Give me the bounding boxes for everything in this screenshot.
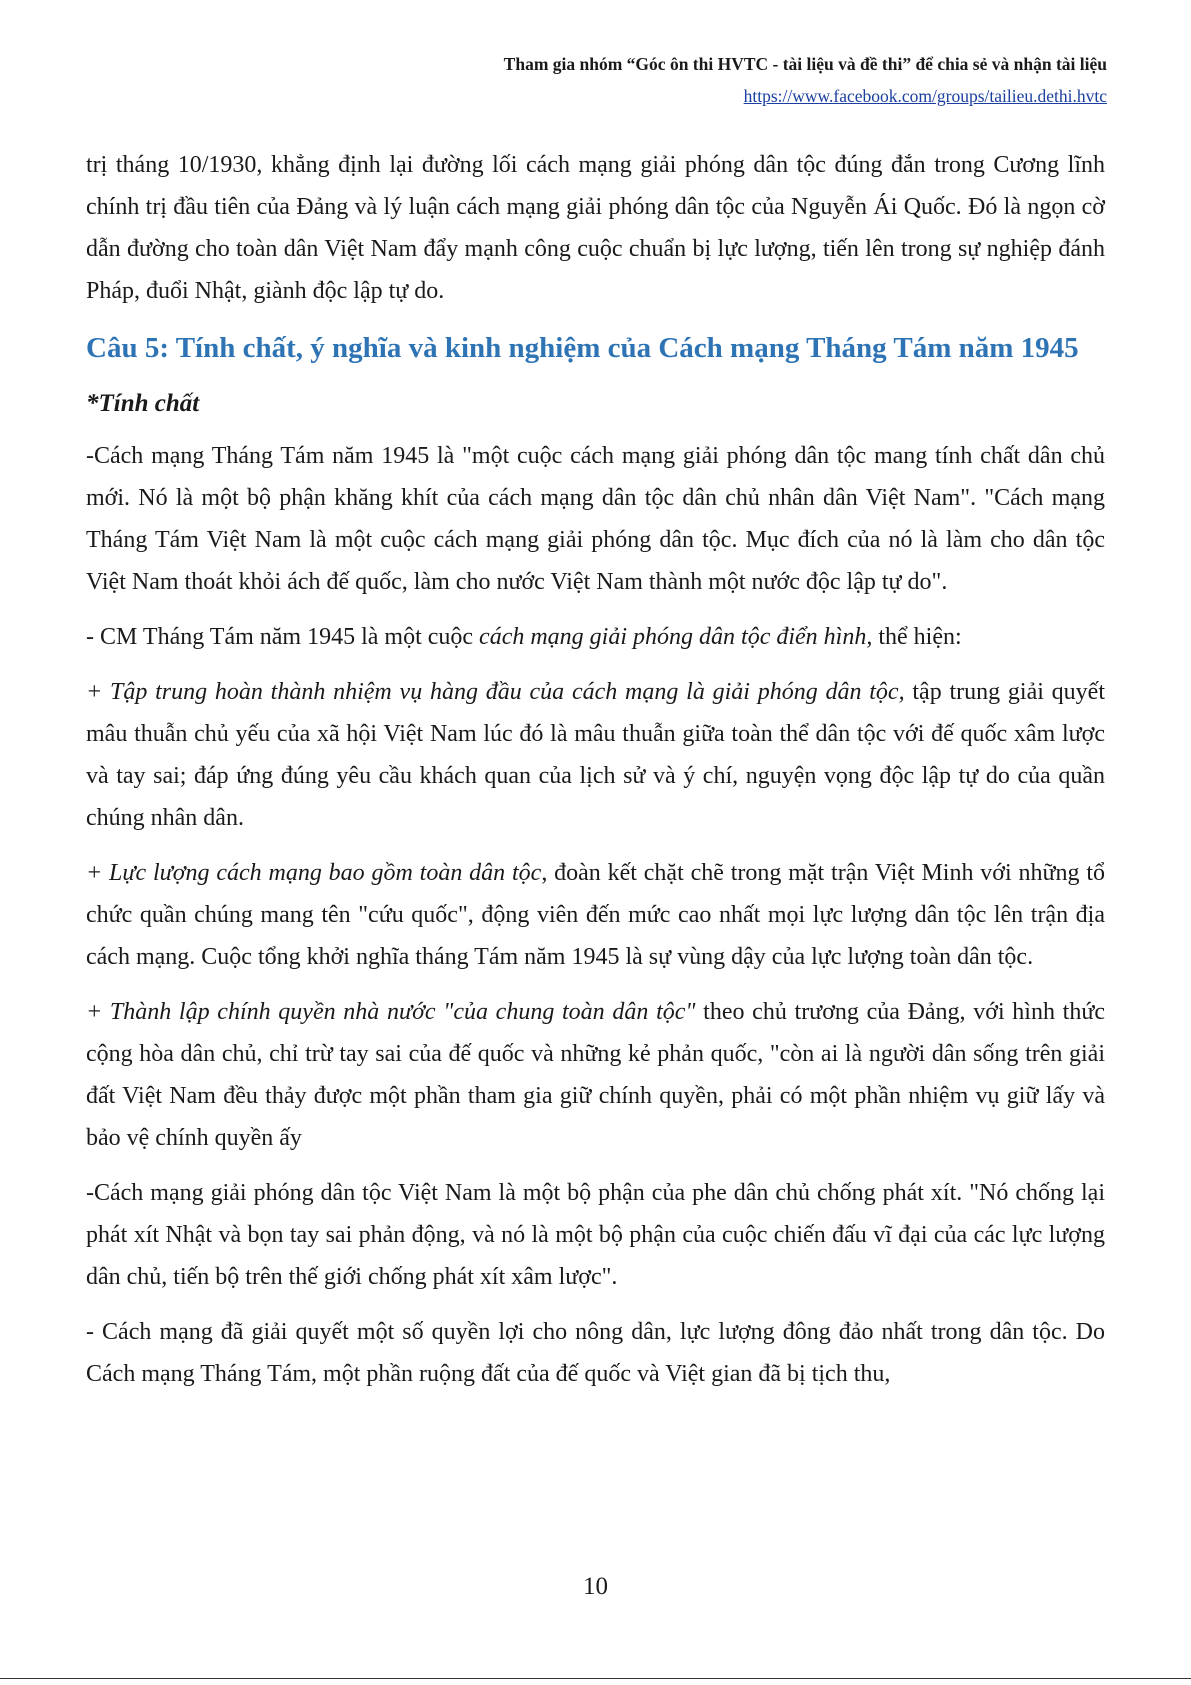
paragraph-4-tail: , đoàn kết chặt chẽ trong mặt trận Việt Minh với những tổ chức quần chúng mang tên "cứu quốc", động viên đến mức cao nhất mọi lực lượng dân tộc lên trận địa cách mạng. Cuộc tổng khởi nghĩa tháng Tám năm 1945 là sự vùng dậy của lực lượng toàn dân tộc. [86, 860, 1106, 970]
paragraph-5 [86, 991, 1105, 1159]
page-number: 10 [583, 1573, 608, 1600]
paragraph-3 [86, 671, 1105, 839]
intro-paragraph: trị tháng 10/1930, khẳng định lại đường lối cách mạng giải phóng dân tộc đúng đắn trong Cương lĩnh chính trị đầu tiên của Đảng và lý luận cách mạng giải phóng dân tộc của Nguyễn Ái Quốc. Đó là ngọn cờ dẫn đường cho toàn dân Việt Nam đẩy mạnh công cuộc chuẩn bị lực lượng, tiến lên trong sự nghiệp đánh Pháp, đuổi Nhật, giành độc lập tự do. [86, 152, 1105, 304]
paragraph-6: -Cách mạng giải phóng dân tộc Việt Nam là một bộ phận của phe dân chủ chống phát xít. "Nó chống lại phát xít Nhật và bọn tay sai phản động, và nó là một bộ phận của cuộc chiến đấu vĩ đại của các lực lượng dân chủ, tiến bộ trên thế giới chống phát xít xâm lược". [86, 1180, 1105, 1290]
paragraph-3-tail: tập trung giải quyết mâu thuẫn chủ yếu của xã hội Việt Nam lúc đó là mâu thuẫn giữa toàn thể dân tộc với đế quốc xâm lược và tay sai; đáp ứng đúng yêu cầu khách quan của lịch sử và ý chí, nguyện vọng độc lập tự do của quần chúng nhân dân. [86, 679, 1105, 831]
section-heading: Câu 5: Tính chất, ý nghĩa và kinh nghiệm của Cách mạng Tháng Tám năm 1945 [86, 332, 1079, 364]
paragraph-7: - Cách mạng đã giải quyết một số quyền lợi cho nông dân, lực lượng đông đảo nhất trong dân tộc. Do Cách mạng Tháng Tám, một phần ruộng đất của đế quốc và Việt gian đã bị tịch thu, [86, 1319, 1105, 1387]
paragraph-2 [86, 616, 1105, 658]
facebook-group-link[interactable]: https://www.facebook.com/groups/tailieu.dethi.hvtc [743, 86, 1107, 106]
header-group-notice: Tham gia nhóm “Góc ôn thi HVTC - tài liệu và đề thi” để chia sẻ và nhận tài liệu [503, 54, 1107, 74]
paragraph-5-tail: theo chủ trương của Đảng, với hình thức cộng hòa dân chủ, chỉ trừ tay sai của đế quốc và những kẻ phản quốc, "còn ai là người dân sống trên giải đất Việt Nam đều thảy được một phần tham gia giữ chính quyền, phải có một phần nhiệm vụ giữ lấy và bảo vệ chính quyền ấy [86, 999, 1105, 1151]
paragraph-4 [86, 852, 1105, 978]
subheading-tinh-chat: *Tính chất [86, 390, 200, 417]
paragraph-5-emphasis: + Thành lập chính quyền nhà nước "của chung toàn dân tộc" [86, 999, 696, 1025]
paragraph-3-emphasis: + Tập trung hoàn thành nhiệm vụ hàng đầu của cách mạng là giải phóng dân tộc, [86, 679, 905, 705]
paragraph-2-text: - CM Tháng Tám năm 1945 là một cuộc [86, 624, 480, 650]
page-header [504, 52, 1107, 107]
footer-divider [0, 1678, 1191, 1679]
page-content [86, 144, 1105, 1408]
paragraph-1: -Cách mạng Tháng Tám năm 1945 là "một cuộc cách mạng giải phóng dân tộc mang tính chất dân chủ mới. Nó là một bộ phận khăng khít của cách mạng dân tộc dân chủ nhân dân Việt Nam". "Cách mạng Tháng Tám Việt Nam là một cuộc cách mạng giải phóng dân tộc. Mục đích của nó là làm cho dân tộc Việt Nam thoát khỏi ách đế quốc, làm cho nước Việt Nam thành một nước độc lập tự do". [86, 443, 1105, 595]
paragraph-2-tail: thể hiện: [872, 624, 962, 650]
paragraph-2-emphasis: cách mạng giải phóng dân tộc điển hình, [479, 624, 873, 650]
paragraph-4-emphasis: + Lực lượng cách mạng bao gồm toàn dân tộc [86, 860, 542, 886]
